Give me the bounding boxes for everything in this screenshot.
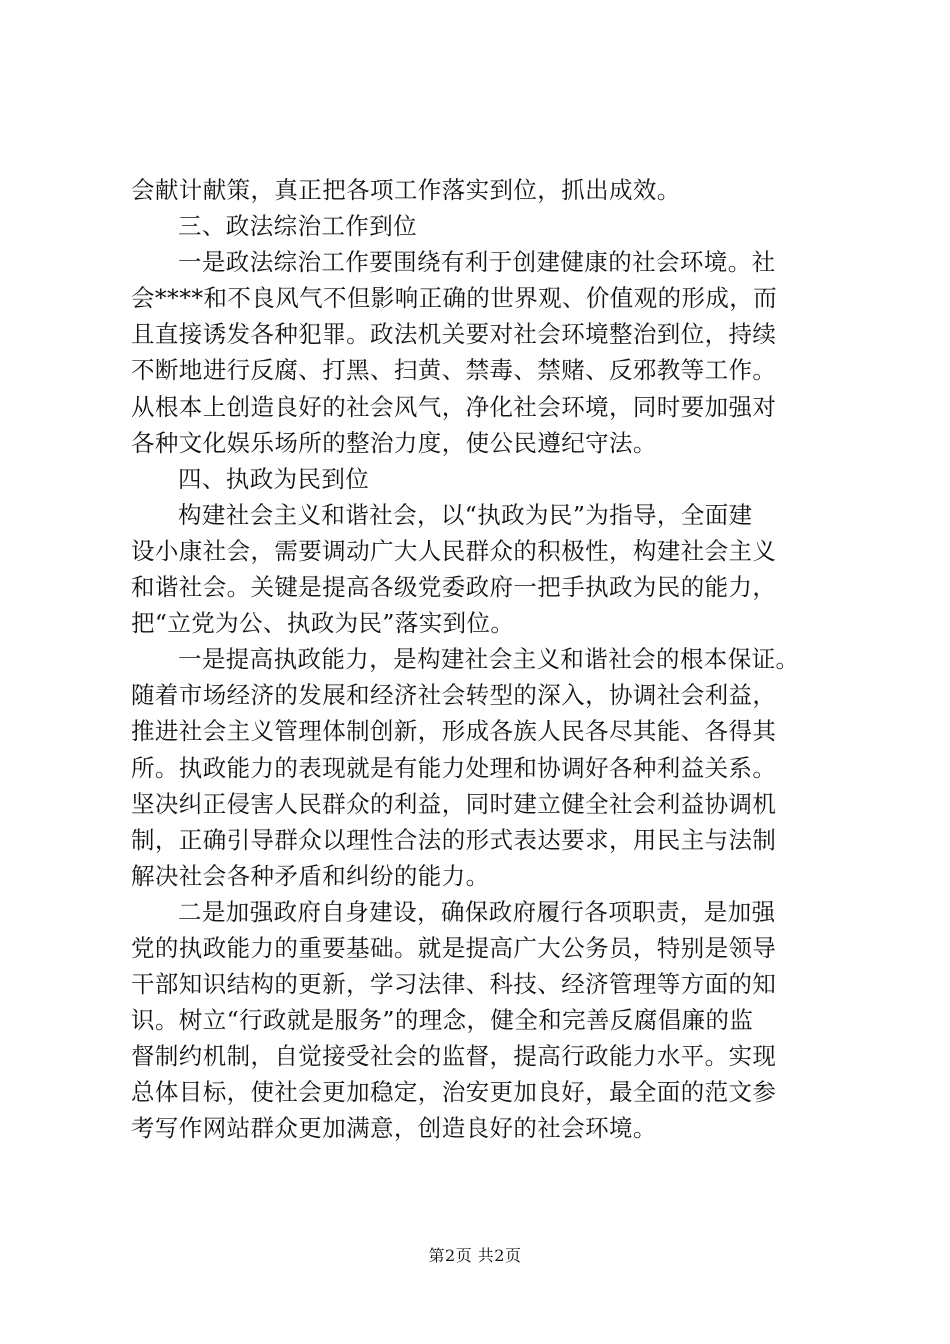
text-line: 三、政法综治工作到位 bbox=[178, 212, 417, 241]
text-line: 一是政法综治工作要围绕有利于创建健康的社会环境。社 bbox=[178, 248, 776, 277]
text-line: 制，正确引导群众以理性合法的形式表达要求，用民主与法制 bbox=[131, 825, 777, 854]
text-line: 从根本上创造良好的社会风气，净化社会环境，同时要加强对 bbox=[131, 392, 777, 421]
text-line: 识。树立“行政就是服务”的理念，健全和完善反腐倡廉的监 bbox=[131, 1006, 754, 1035]
text-line: 所。执政能力的表现就是有能力处理和协调好各种利益关系。 bbox=[131, 753, 777, 782]
text-line: 二是加强政府自身建设，确保政府履行各项职责，是加强 bbox=[178, 897, 776, 926]
text-line: 总体目标，使社会更加稳定，治安更加良好，最全面的范文参 bbox=[131, 1078, 777, 1107]
text-line: 考写作网站群众更加满意，创造良好的社会环境。 bbox=[131, 1114, 657, 1143]
text-line: 坚决纠正侵害人民群众的利益，同时建立健全社会利益协调机 bbox=[131, 789, 777, 818]
text-line: 和谐社会。关键是提高各级党委政府一把手执政为民的能力， bbox=[131, 573, 777, 602]
text-line: 督制约机制，自觉接受社会的监督，提高行政能力水平。实现 bbox=[131, 1042, 777, 1071]
text-line: 各种文化娱乐场所的整治力度，使公民遵纪守法。 bbox=[131, 428, 657, 457]
text-line: 随着市场经济的发展和经济社会转型的深入，协调社会利益， bbox=[131, 681, 777, 710]
text-line: 把“立党为公、执政为民”落实到位。 bbox=[131, 609, 515, 638]
text-line: 党的执政能力的重要基础。就是提高广大公务员，特别是领导 bbox=[131, 933, 777, 962]
text-line: 一是提高执政能力，是构建社会主义和谐社会的根本保证。 bbox=[178, 645, 800, 674]
text-line: 会****和不良风气不但影响正确的世界观、价值观的形成，而 bbox=[131, 284, 778, 313]
text-line: 且直接诱发各种犯罪。政法机关要对社会环境整治到位，持续 bbox=[131, 320, 777, 349]
page-footer: 第2页 共2页 bbox=[428, 1246, 522, 1265]
text-line: 不断地进行反腐、打黑、扫黄、禁毒、禁赌、反邪教等工作。 bbox=[131, 356, 777, 385]
text-line: 会献计献策，真正把各项工作落实到位，抓出成效。 bbox=[131, 176, 681, 204]
text-line: 推进社会主义管理体制创新，形成各族人民各尽其能、各得其 bbox=[131, 717, 777, 746]
text-line: 干部知识结构的更新，学习法律、科技、经济管理等方面的知 bbox=[131, 970, 777, 999]
text-line: 构建社会主义和谐社会，以“执政为民”为指导，全面建 bbox=[178, 500, 753, 529]
document-body bbox=[131, 172, 851, 1147]
text-line: 设小康社会，需要调动广大人民群众的积极性，构建社会主义 bbox=[131, 536, 777, 565]
text-line: 四、执政为民到位 bbox=[178, 464, 370, 493]
text-line: 解决社会各种矛盾和纠纷的能力。 bbox=[131, 861, 490, 890]
